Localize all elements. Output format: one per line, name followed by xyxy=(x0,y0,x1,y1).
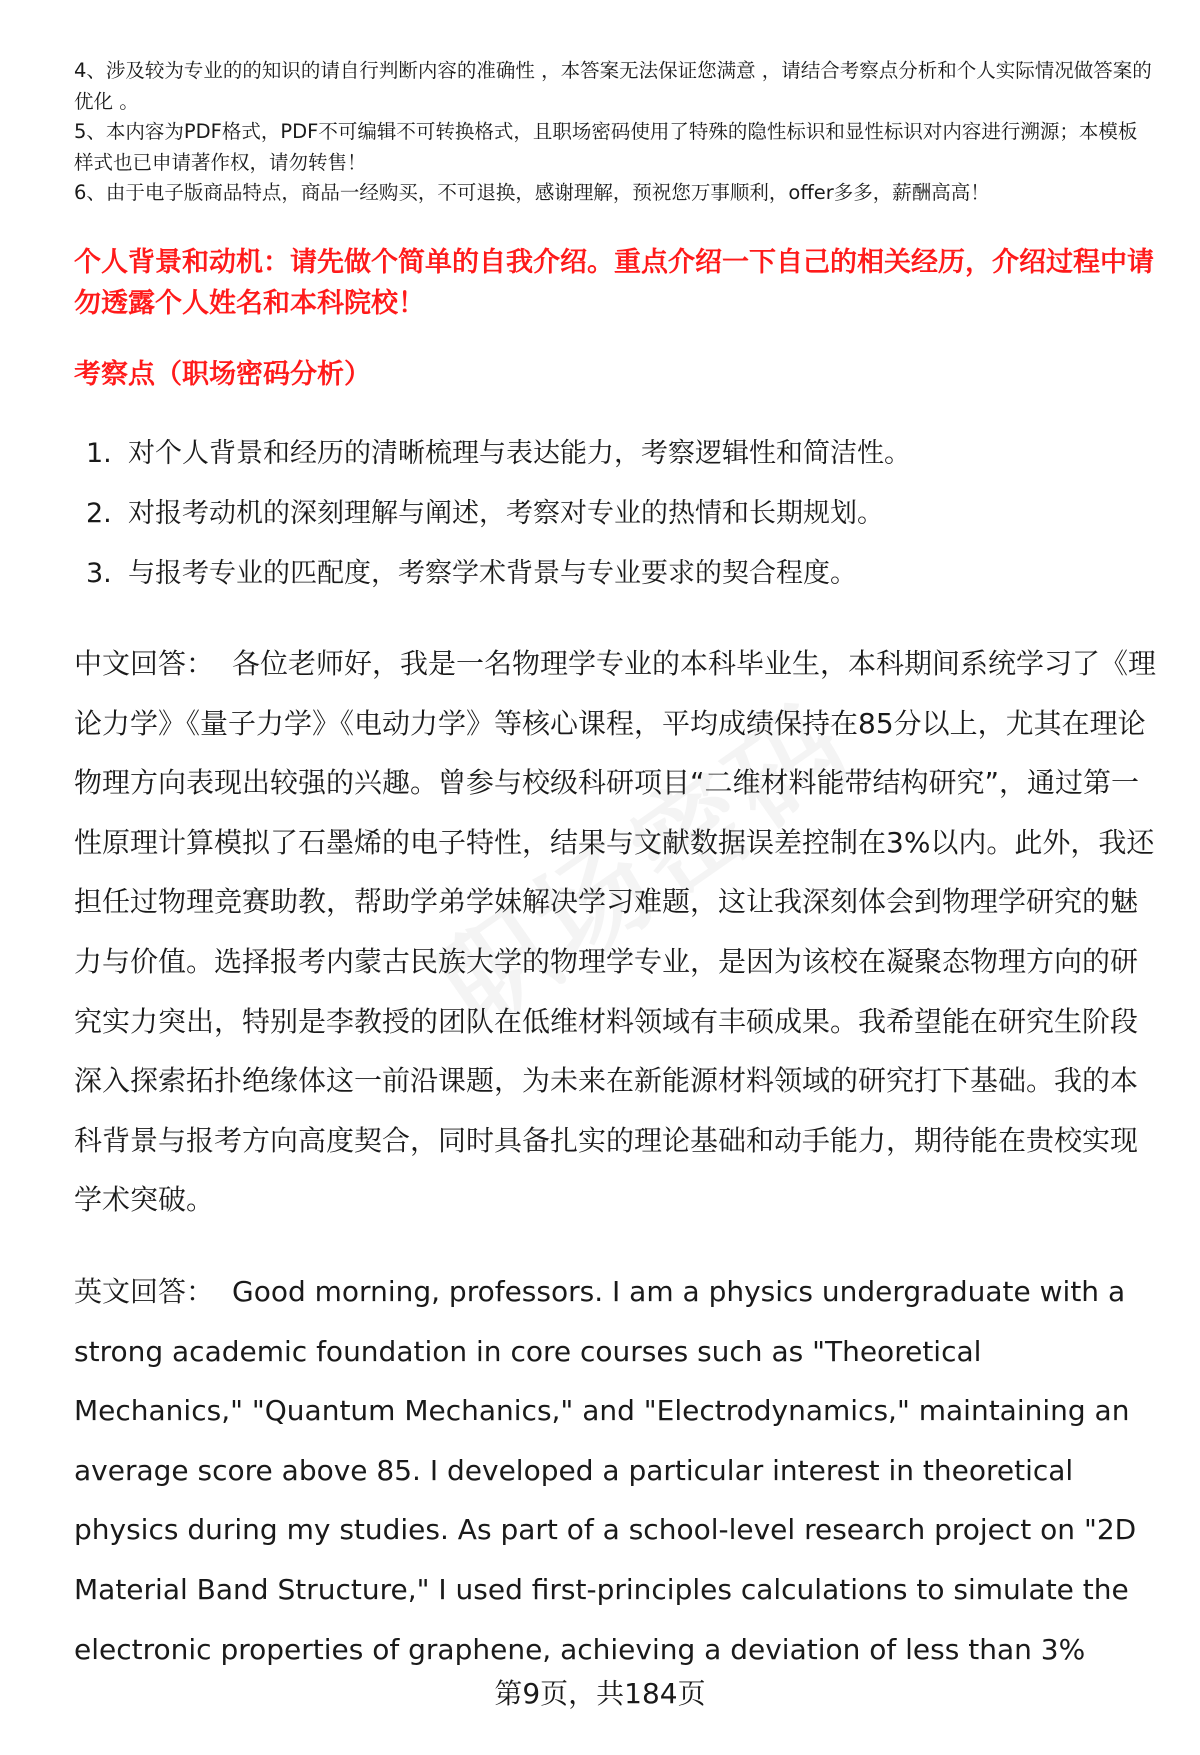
list-number: 1. xyxy=(86,438,112,469)
list-text: 对个人背景和经历的清晰梳理与表达能力，考察逻辑性和简洁性。 xyxy=(128,438,911,469)
note-item: 4、涉及较为专业的的知识的请自行判断内容的准确性 ，本答案无法保证您满意 ，请结合考察点分析和个人实际情况做答案的优化 。 xyxy=(74,59,1152,113)
list-text: 对报考动机的深刻理解与阐述，考察对专业的热情和长期规划。 xyxy=(128,498,884,529)
assessment-points-list xyxy=(86,434,1146,614)
page-number-footer: 第9页，共184页 xyxy=(494,1677,706,1710)
list-item xyxy=(86,494,1146,534)
english-answer xyxy=(74,1262,1159,1679)
notes-block xyxy=(74,56,1154,209)
section-title: 考察点（职场密码分析） xyxy=(74,359,371,390)
english-answer-label: 英文回答： xyxy=(74,1275,215,1308)
list-item xyxy=(86,434,1146,474)
list-text: 与报考专业的匹配度，考察学术背景与专业要求的契合程度。 xyxy=(128,558,857,589)
list-number: 2. xyxy=(86,498,112,529)
list-number: 3. xyxy=(86,558,112,589)
question-heading: 个人背景和动机：请先做个简单的自我介绍。重点介绍一下自己的相关经历，介绍过程中请勿透露个人姓名和本科院校！ xyxy=(74,247,1154,319)
note-item: 6、由于电子版商品特点，商品一经购买，不可退换，感谢理解，预祝您万事顺利，offer多多，薪酬高高！ xyxy=(74,181,990,204)
chinese-answer xyxy=(74,634,1159,1230)
chinese-answer-text: 各位老师好，我是一名物理学专业的本科毕业生，本科期间系统学习了《理论力学》《量子力学》《电动力学》等核心课程，平均成绩保持在85分以上，尤其在理论物理方向表现出较强的兴趣。曾参与校级科研项目“二维材料能带结构研究”，通过第一性原理计算模拟了石墨烯的电子特性，结果与文献数据误差控制在3%以内。此外，我还担任过物理竞赛助教，帮助学弟学妹解决学习难题，这让我深刻体会到物理学研究的魅力与价值。选择报考内蒙古民族大学的物理学专业，是因为该校在凝聚态物理方向的研究实力突出，特别是李教授的团队在低维材料领域有丰硕成果。我希望能在研究生阶段深入探索拓扑绝缘体这一前沿课题，为未来在新能源材料领域的研究打下基础。我的本科背景与报考方向高度契合，同时具备扎实的理论基础和动手能力，期待能在贵校实现学术突破。 xyxy=(74,647,1157,1217)
note-item: 5、本内容为PDF格式，PDF不可编辑不可转换格式，且职场密码使用了特殊的隐性标识和显性标识对内容进行溯源；本模板样式也已申请著作权，请勿转售！ xyxy=(74,120,1138,174)
chinese-answer-label: 中文回答： xyxy=(74,647,215,680)
list-item xyxy=(86,554,1146,594)
english-answer-text: Good morning, professors. I am a physics undergraduate with a strong academic foundation in core courses such as "Theoretical Mechanics," "Quantum Mechanics," and "Electrodynamics," maintaining an average score above 85. I developed a particular interest in theoretical physics during my studies. As part of a school-level research project on "2D Material Band Structure," I used first-principles calculations to simulate the electronic properties of graphene, achieving a deviation of less than 3% xyxy=(74,1275,1137,1666)
